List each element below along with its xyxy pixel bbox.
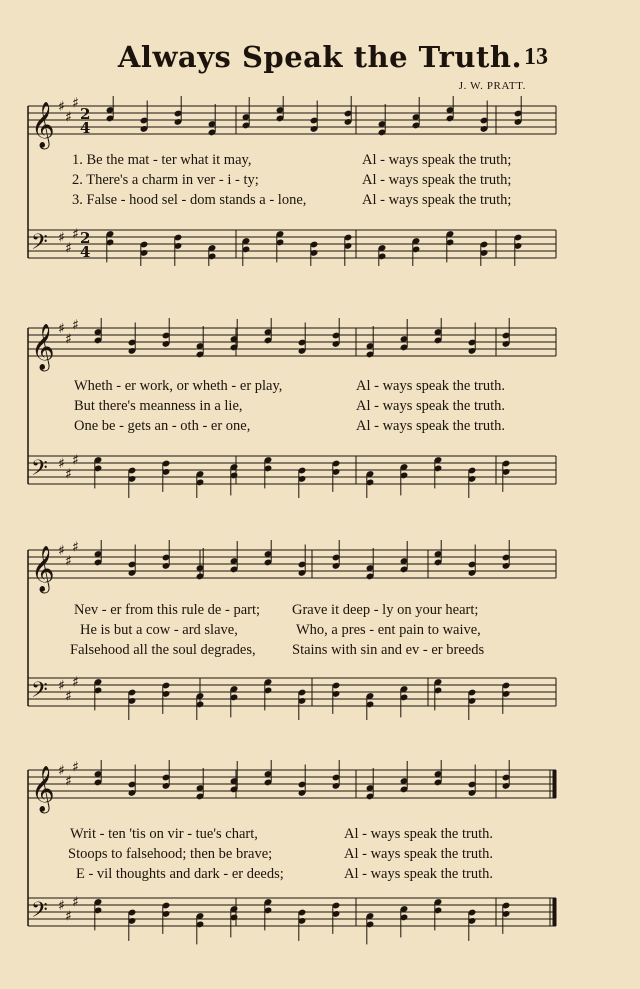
lyric-line (0, 642, 640, 660)
bass-clef-icon: 𝄢 (31, 898, 48, 928)
sharp-icon: ♯ (65, 553, 72, 570)
treble-clef-icon: 𝄞 (31, 102, 55, 148)
lyric-phrase: He is but a cow - ard slave, (80, 622, 238, 638)
lyric-phrase: Al - ways speak the truth. (344, 846, 493, 862)
sharp-icon: ♯ (72, 540, 79, 556)
time-signature: 4 (80, 119, 91, 137)
sharp-icon: ♯ (58, 678, 65, 694)
lyric-line (0, 866, 640, 884)
sharp-icon: ♯ (58, 456, 65, 472)
lyric-phrase: Al - ways speak the truth. (344, 866, 493, 882)
page-number: 13 (524, 44, 548, 70)
sharp-icon: ♯ (58, 321, 65, 337)
sharp-icon: ♯ (58, 543, 65, 559)
lyric-line (0, 152, 640, 170)
lyric-phrase: Nev - er from this rule de - part; (74, 602, 261, 618)
sharp-icon: ♯ (72, 96, 79, 112)
lyric-phrase: Writ - ten 'tis on vir - tue's chart, (70, 826, 258, 842)
lyric-line (0, 418, 640, 436)
lyric-line (0, 826, 640, 844)
treble-clef-icon: 𝄞 (31, 766, 55, 812)
lyric-line (0, 192, 640, 210)
lyric-phrase: Al - ways speak the truth; (362, 172, 512, 188)
sharp-icon: ♯ (58, 99, 65, 115)
lyric-phrase: Al - ways speak the truth. (356, 418, 505, 434)
lyric-line (0, 398, 640, 416)
lyric-phrase: Al - ways speak the truth. (356, 378, 505, 394)
sharp-icon: ♯ (72, 318, 79, 334)
sharp-icon: ♯ (72, 452, 79, 469)
lyric-line (0, 622, 640, 640)
sharp-icon: ♯ (72, 674, 79, 691)
sharp-icon: ♯ (58, 763, 65, 779)
lyric-phrase: Wheth - er work, or wheth - er play, (74, 378, 283, 394)
composer-credit: J. W. PRATT. (458, 80, 526, 92)
lyric-phrase: 3. False - hood sel - dom stands a - lone, (72, 192, 307, 208)
lyric-phrase: 2. There's a charm in ver - i - ty; (72, 172, 259, 188)
lyric-phrase: Al - ways speak the truth. (344, 826, 493, 842)
sharp-icon: ♯ (65, 688, 72, 705)
lyric-line (0, 172, 640, 190)
sharp-icon: ♯ (65, 466, 72, 483)
sharp-icon: ♯ (72, 226, 79, 243)
lyric-line (0, 378, 640, 396)
time-signature: 2 (80, 229, 91, 247)
lyric-phrase: Al - ways speak the truth; (362, 192, 512, 208)
lyric-line (0, 846, 640, 864)
lyric-phrase: Stains with sin and ev - er breeds (292, 642, 485, 658)
sharp-icon: ♯ (65, 240, 72, 257)
lyric-phrase: Stoops to falsehood; then be brave; (68, 846, 273, 862)
treble-clef-icon: 𝄞 (31, 324, 55, 370)
lyric-phrase: Who, a pres - ent pain to waive, (296, 622, 481, 638)
lyric-phrase: Falsehood all the soul degrades, (70, 642, 256, 658)
sharp-icon: ♯ (65, 331, 72, 348)
bass-clef-icon: 𝄢 (31, 230, 48, 260)
time-signature: 2 (80, 105, 91, 123)
lyric-phrase: Al - ways speak the truth; (362, 152, 512, 168)
sharp-icon: ♯ (72, 894, 79, 911)
sharp-icon: ♯ (72, 760, 79, 776)
sharp-icon: ♯ (65, 908, 72, 925)
lyric-line (0, 602, 640, 620)
sharp-icon: ♯ (58, 898, 65, 914)
lyric-phrase: Grave it deep - ly on your heart; (292, 602, 479, 618)
lyric-phrase: But there's meanness in a lie, (74, 398, 243, 414)
lyric-phrase: 1. Be the mat - ter what it may, (72, 152, 252, 168)
bass-clef-icon: 𝄢 (31, 678, 48, 708)
sharp-icon: ♯ (65, 773, 72, 790)
treble-clef-icon: 𝄞 (31, 546, 55, 592)
lyric-phrase: One be - gets an - oth - er one, (74, 418, 251, 434)
time-signature: 4 (80, 243, 91, 261)
bass-clef-icon: 𝄢 (31, 456, 48, 486)
lyric-phrase: E - vil thoughts and dark - er deeds; (76, 866, 284, 882)
hymn-title: Always Speak the Truth. (117, 40, 523, 74)
sharp-icon: ♯ (58, 230, 65, 246)
sharp-icon: ♯ (65, 109, 72, 126)
lyric-phrase: Al - ways speak the truth. (356, 398, 505, 414)
